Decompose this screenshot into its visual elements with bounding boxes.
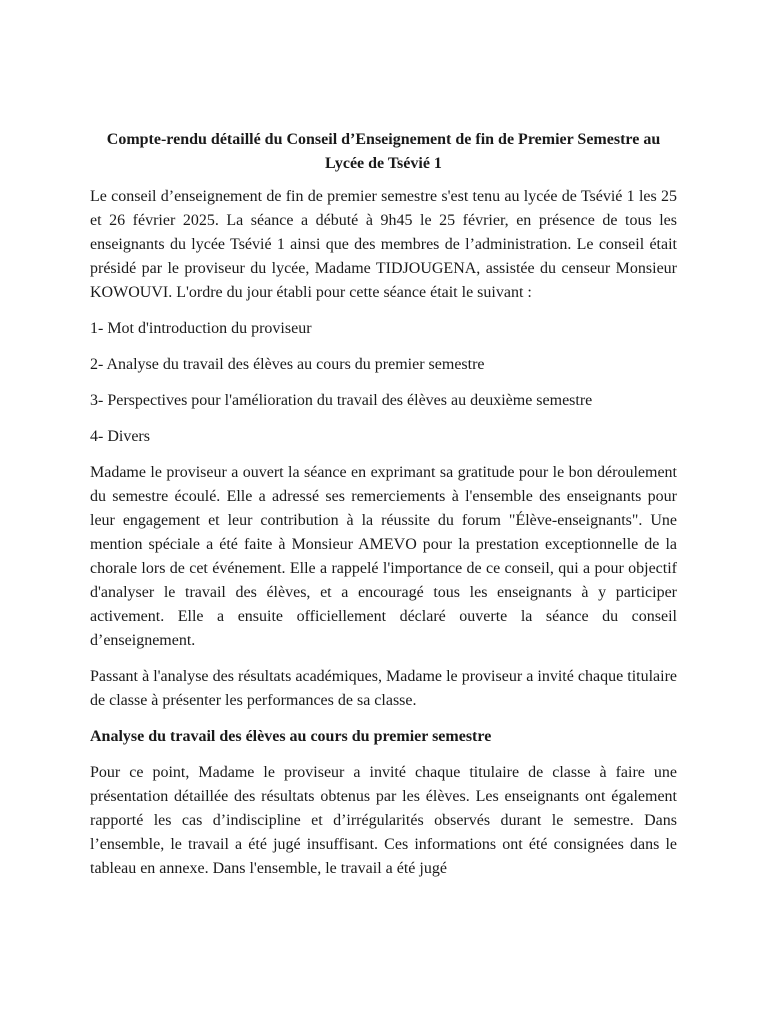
opening-paragraph: Madame le proviseur a ouvert la séance en exprimant sa gratitude pour le bon déroulement du semestre écoulé. Elle a adressé ses remerciements à l'ensemble des enseignants pour leur engagement et leur contribution à la réussite du forum "Élève-enseignants". Une mention spéciale a été faite à Monsieur AMEVO pour la prestation exceptionnelle de la chorale lors de cet événement. Elle a rappelé l'importance de ce conseil, qui a pour objectif d'analyser le travail des élèves, et a encouragé tous les enseignants à y participer activement. Elle a ensuite officiellement déclaré ouverte la séance du conseil d’enseignement. (90, 464, 677, 649)
document-page (90, 128, 677, 893)
agenda-item-4: 4- Divers (90, 428, 150, 445)
intro-paragraph: Le conseil d’enseignement de fin de premier semestre s'est tenu au lycée de Tsévié 1 les 25 et 26 février 2025. La séance a débuté à 9h45 le 25 février, en présence de tous les enseignants du lycée Tsévié 1 ainsi que des membres de l’administration. Le conseil était présidé par le proviseur du lycée, Madame TIDJOUGENA, assistée du censeur Monsieur KOWOUVI. L'ordre du jour établi pour cette séance était le suivant : (90, 188, 677, 301)
agenda-item-2: 2- Analyse du travail des élèves au cours du premier semestre (90, 356, 485, 373)
section-body-paragraph: Pour ce point, Madame le proviseur a invité chaque titulaire de classe à faire une présentation détaillée des résultats obtenus par les élèves. Les enseignants ont également rapporté les cas d’indiscipline et d’irrégularités observés durant le semestre. Dans l’ensemble, le travail a été jugé insuffisant. Ces informations ont été consignées dans le tableau en annexe. Dans l'ensemble, le travail a été jugé (90, 764, 677, 877)
agenda-item-3: 3- Perspectives pour l'amélioration du travail des élèves au deuxième semestre (90, 392, 593, 409)
document-title: Compte-rendu détaillé du Conseil d’Enseignement de fin de Premier Semestre au Lycée de Tsévié 1 (106, 131, 661, 172)
agenda-item-1: 1- Mot d'introduction du proviseur (90, 320, 312, 337)
section-heading: Analyse du travail des élèves au cours du premier semestre (90, 728, 492, 745)
transition-paragraph: Passant à l'analyse des résultats académiques, Madame le proviseur a invité chaque titulaire de classe à présenter les performances de sa classe. (90, 668, 677, 709)
